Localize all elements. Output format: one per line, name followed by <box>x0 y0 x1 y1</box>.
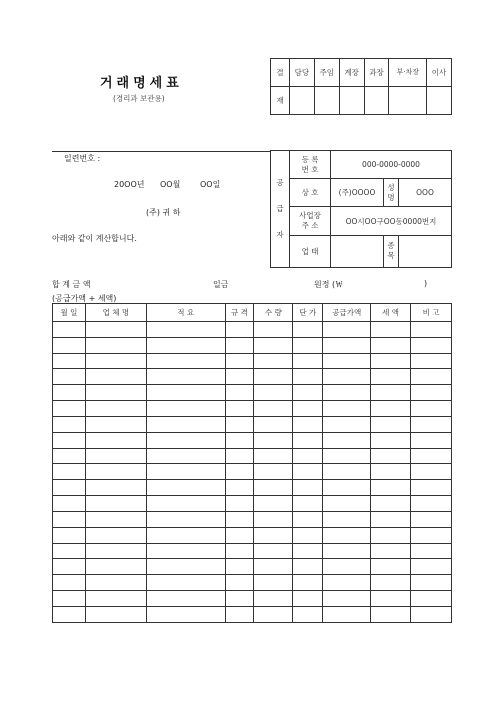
statement: 아래와 같이 계산합니다. <box>52 234 137 243</box>
table-cell[interactable] <box>293 448 323 464</box>
table-cell[interactable] <box>146 511 225 527</box>
table-cell[interactable] <box>371 543 411 559</box>
table-cell[interactable] <box>146 464 225 480</box>
approval-sign-box[interactable] <box>389 87 427 115</box>
table-cell[interactable] <box>85 369 146 385</box>
col-header: 비 고 <box>411 304 452 322</box>
table-cell[interactable] <box>371 575 411 591</box>
table-cell[interactable] <box>323 401 371 417</box>
table-cell[interactable] <box>371 480 411 496</box>
table-cell[interactable] <box>293 511 323 527</box>
table-cell[interactable] <box>371 559 411 575</box>
table-cell[interactable] <box>225 432 254 448</box>
table-cell[interactable] <box>254 575 293 591</box>
table-cell[interactable] <box>411 432 452 448</box>
table-cell[interactable] <box>85 322 146 338</box>
table-cell[interactable] <box>53 416 86 432</box>
table-cell[interactable] <box>225 511 254 527</box>
table-cell[interactable] <box>254 559 293 575</box>
date-month: OO월 <box>160 180 181 189</box>
table-cell[interactable] <box>293 353 323 369</box>
table-cell[interactable] <box>411 511 452 527</box>
table-cell[interactable] <box>293 559 323 575</box>
approval-sign-box[interactable] <box>427 87 452 115</box>
table-cell[interactable] <box>146 606 225 622</box>
col-header: 단 가 <box>293 304 323 322</box>
table-cell[interactable] <box>293 496 323 512</box>
table-cell[interactable] <box>225 464 254 480</box>
table-cell[interactable] <box>323 337 371 353</box>
table-cell[interactable] <box>225 543 254 559</box>
table-cell[interactable] <box>225 575 254 591</box>
table-cell[interactable] <box>323 369 371 385</box>
table-cell[interactable] <box>371 385 411 401</box>
table-cell[interactable] <box>146 448 225 464</box>
table-cell[interactable] <box>85 511 146 527</box>
serial-label: 일련번호 : <box>64 154 101 163</box>
table-cell[interactable] <box>411 416 452 432</box>
table-cell[interactable] <box>293 369 323 385</box>
table-cell[interactable] <box>293 432 323 448</box>
table-cell[interactable] <box>293 337 323 353</box>
col-header: 규 격 <box>225 304 254 322</box>
table-cell[interactable] <box>411 322 452 338</box>
reg-number-label: 등 록 번 호 <box>290 151 331 179</box>
page-title: 거래명세표 <box>100 76 183 91</box>
table-cell[interactable] <box>254 496 293 512</box>
table-cell[interactable] <box>225 591 254 607</box>
table-cell[interactable] <box>323 559 371 575</box>
table-cell[interactable] <box>371 496 411 512</box>
table-cell[interactable] <box>146 369 225 385</box>
business-category-label: 종 목 <box>384 235 399 267</box>
table-cell[interactable] <box>411 369 452 385</box>
rep-name-label: 성 명 <box>384 179 399 207</box>
table-cell[interactable] <box>85 448 146 464</box>
total-note: (공급가액 + 세액) <box>52 294 117 303</box>
date-year: 20OO년 <box>114 180 145 189</box>
table-cell[interactable] <box>85 416 146 432</box>
info-top-rule <box>52 151 270 152</box>
table-cell[interactable] <box>85 527 146 543</box>
col-header: 적 요 <box>146 304 225 322</box>
table-cell[interactable] <box>254 416 293 432</box>
table-cell[interactable] <box>85 337 146 353</box>
table-cell[interactable] <box>323 496 371 512</box>
table-cell[interactable] <box>254 322 293 338</box>
company-label: 상 호 <box>290 179 331 207</box>
table-cell[interactable] <box>254 480 293 496</box>
total-won: 원정 (￦ <box>314 280 344 289</box>
table-cell[interactable] <box>411 401 452 417</box>
table-cell[interactable] <box>293 527 323 543</box>
table-row <box>53 464 452 480</box>
table-cell[interactable] <box>254 337 293 353</box>
table-row <box>53 416 452 432</box>
table-cell[interactable] <box>146 401 225 417</box>
table-cell[interactable] <box>85 401 146 417</box>
table-row <box>53 496 452 512</box>
table-cell[interactable] <box>371 416 411 432</box>
table-cell[interactable] <box>254 606 293 622</box>
table-cell[interactable] <box>411 527 452 543</box>
table-cell[interactable] <box>225 496 254 512</box>
table-cell[interactable] <box>293 591 323 607</box>
table-cell[interactable] <box>53 480 86 496</box>
table-cell[interactable] <box>323 591 371 607</box>
table-cell[interactable] <box>371 464 411 480</box>
table-cell[interactable] <box>371 527 411 543</box>
business-category-value[interactable] <box>399 235 452 267</box>
reg-number-value: 000-0000-0000 <box>331 151 452 179</box>
table-cell[interactable] <box>146 416 225 432</box>
table-cell[interactable] <box>225 401 254 417</box>
table-cell[interactable] <box>411 496 452 512</box>
table-row <box>53 448 452 464</box>
col-header: 수 량 <box>254 304 293 322</box>
table-cell[interactable] <box>371 511 411 527</box>
table-cell[interactable] <box>411 606 452 622</box>
company-value: (주)OOOO <box>331 179 384 207</box>
table-row <box>53 606 452 622</box>
table-cell[interactable] <box>371 606 411 622</box>
table-cell[interactable] <box>411 448 452 464</box>
approval-role: 과장 <box>364 59 389 87</box>
table-cell[interactable] <box>53 448 86 464</box>
table-cell[interactable] <box>411 591 452 607</box>
col-header: 세 액 <box>371 304 411 322</box>
table-cell[interactable] <box>225 559 254 575</box>
table-cell[interactable] <box>225 385 254 401</box>
table-cell[interactable] <box>146 527 225 543</box>
table-cell[interactable] <box>371 401 411 417</box>
table-cell[interactable] <box>411 543 452 559</box>
table-cell[interactable] <box>85 432 146 448</box>
table-cell[interactable] <box>254 527 293 543</box>
table-cell[interactable] <box>371 369 411 385</box>
table-cell[interactable] <box>293 401 323 417</box>
table-cell[interactable] <box>53 591 86 607</box>
table-row <box>53 337 452 353</box>
table-cell[interactable] <box>254 353 293 369</box>
approval-side-bottom: 재 <box>271 87 290 115</box>
approval-sign-box[interactable] <box>364 87 389 115</box>
approval-sign-box[interactable] <box>290 87 315 115</box>
table-cell[interactable] <box>323 322 371 338</box>
table-row <box>53 369 452 385</box>
approval-sign-box[interactable] <box>314 87 339 115</box>
table-cell[interactable] <box>85 591 146 607</box>
table-cell[interactable] <box>85 496 146 512</box>
table-row <box>53 432 452 448</box>
table-cell[interactable] <box>53 606 86 622</box>
table-cell[interactable] <box>323 606 371 622</box>
table-cell[interactable] <box>323 575 371 591</box>
table-cell[interactable] <box>225 369 254 385</box>
table-cell[interactable] <box>323 353 371 369</box>
table-row <box>53 591 452 607</box>
table-cell[interactable] <box>85 559 146 575</box>
table-cell[interactable] <box>53 432 86 448</box>
table-cell[interactable] <box>85 575 146 591</box>
col-header: 공급가액 <box>323 304 371 322</box>
col-header: 업 체 명 <box>85 304 146 322</box>
table-cell[interactable] <box>225 337 254 353</box>
approval-role: 담당 <box>290 59 315 87</box>
table-cell[interactable] <box>146 543 225 559</box>
business-type-value[interactable] <box>331 235 384 267</box>
table-cell[interactable] <box>323 385 371 401</box>
table-cell[interactable] <box>323 416 371 432</box>
table-cell[interactable] <box>53 511 86 527</box>
table-cell[interactable] <box>225 527 254 543</box>
table-cell[interactable] <box>254 448 293 464</box>
table-cell[interactable] <box>85 480 146 496</box>
table-cell[interactable] <box>225 606 254 622</box>
table-cell[interactable] <box>254 432 293 448</box>
table-cell[interactable] <box>411 575 452 591</box>
table-cell[interactable] <box>323 527 371 543</box>
table-cell[interactable] <box>323 480 371 496</box>
table-cell[interactable] <box>293 606 323 622</box>
table-cell[interactable] <box>411 353 452 369</box>
table-cell[interactable] <box>146 496 225 512</box>
table-cell[interactable] <box>146 575 225 591</box>
approval-role: 이사 <box>427 59 452 87</box>
table-cell[interactable] <box>225 448 254 464</box>
address-label: 사업장 주 소 <box>290 207 331 235</box>
table-cell[interactable] <box>254 401 293 417</box>
table-cell[interactable] <box>371 591 411 607</box>
table-cell[interactable] <box>293 543 323 559</box>
table-cell[interactable] <box>293 575 323 591</box>
approval-role: 부·차장 <box>389 59 427 87</box>
table-row <box>53 543 452 559</box>
table-cell[interactable] <box>225 416 254 432</box>
table-cell[interactable] <box>146 353 225 369</box>
table-cell[interactable] <box>225 322 254 338</box>
table-row <box>53 527 452 543</box>
table-cell[interactable] <box>53 385 86 401</box>
table-cell[interactable] <box>411 480 452 496</box>
table-cell[interactable] <box>85 385 146 401</box>
table-row <box>53 511 452 527</box>
recipient: (주) 귀 하 <box>146 208 181 217</box>
table-cell[interactable] <box>323 543 371 559</box>
business-type-label: 업 태 <box>290 235 331 267</box>
table-cell[interactable] <box>254 369 293 385</box>
table-cell[interactable] <box>85 353 146 369</box>
table-cell[interactable] <box>254 464 293 480</box>
table-cell[interactable] <box>323 448 371 464</box>
table-cell[interactable] <box>85 464 146 480</box>
table-cell[interactable] <box>293 480 323 496</box>
approval-side-top: 결 <box>271 59 290 87</box>
total-amount-word: 일금 <box>213 280 229 289</box>
table-cell[interactable] <box>411 385 452 401</box>
table-cell[interactable] <box>254 511 293 527</box>
table-cell[interactable] <box>225 480 254 496</box>
page-subtitle: (경리과 보관용) <box>113 94 165 103</box>
approval-role: 계장 <box>339 59 364 87</box>
table-cell[interactable] <box>85 543 146 559</box>
table-row <box>53 353 452 369</box>
table-cell[interactable] <box>254 385 293 401</box>
table-row <box>53 385 452 401</box>
table-row <box>53 480 452 496</box>
table-cell[interactable] <box>53 575 86 591</box>
approval-role: 주임 <box>314 59 339 87</box>
table-cell[interactable] <box>293 322 323 338</box>
approval-table <box>270 58 452 115</box>
supplier-table <box>270 150 452 268</box>
table-cell[interactable] <box>53 543 86 559</box>
table-cell[interactable] <box>371 432 411 448</box>
table-cell[interactable] <box>323 432 371 448</box>
table-row <box>53 322 452 338</box>
supplier-side-label: 공 급 자 <box>271 151 290 268</box>
total-close: ) <box>424 279 428 288</box>
table-cell[interactable] <box>53 337 86 353</box>
table-cell[interactable] <box>411 337 452 353</box>
table-cell[interactable] <box>53 464 86 480</box>
table-cell[interactable] <box>411 464 452 480</box>
table-cell[interactable] <box>146 480 225 496</box>
table-cell[interactable] <box>411 559 452 575</box>
table-cell[interactable] <box>53 559 86 575</box>
table-cell[interactable] <box>146 337 225 353</box>
address-value: OO시OO구OO동0000번지 <box>331 207 452 235</box>
table-cell[interactable] <box>85 606 146 622</box>
table-cell[interactable] <box>53 496 86 512</box>
table-row <box>53 575 452 591</box>
table-row <box>53 401 452 417</box>
table-cell[interactable] <box>371 337 411 353</box>
table-cell[interactable] <box>293 385 323 401</box>
table-cell[interactable] <box>146 559 225 575</box>
table-cell[interactable] <box>371 353 411 369</box>
table-cell[interactable] <box>293 464 323 480</box>
rep-name-value: OOO <box>399 179 452 207</box>
table-cell[interactable] <box>146 432 225 448</box>
table-row <box>53 559 452 575</box>
table-cell[interactable] <box>323 511 371 527</box>
table-cell[interactable] <box>53 369 86 385</box>
table-cell[interactable] <box>146 591 225 607</box>
table-cell[interactable] <box>323 464 371 480</box>
table-cell[interactable] <box>293 416 323 432</box>
table-cell[interactable] <box>53 322 86 338</box>
table-cell[interactable] <box>53 353 86 369</box>
total-label: 합 계 금 액 <box>52 280 91 289</box>
table-cell[interactable] <box>53 401 86 417</box>
table-cell[interactable] <box>146 385 225 401</box>
items-header-row <box>53 304 452 322</box>
col-header: 월 일 <box>53 304 86 322</box>
table-cell[interactable] <box>254 543 293 559</box>
table-cell[interactable] <box>53 527 86 543</box>
items-table <box>52 303 452 623</box>
table-cell[interactable] <box>225 353 254 369</box>
table-cell[interactable] <box>254 591 293 607</box>
table-cell[interactable] <box>371 448 411 464</box>
table-cell[interactable] <box>371 322 411 338</box>
table-cell[interactable] <box>146 322 225 338</box>
date-day: OO일 <box>200 180 221 189</box>
approval-sign-box[interactable] <box>339 87 364 115</box>
